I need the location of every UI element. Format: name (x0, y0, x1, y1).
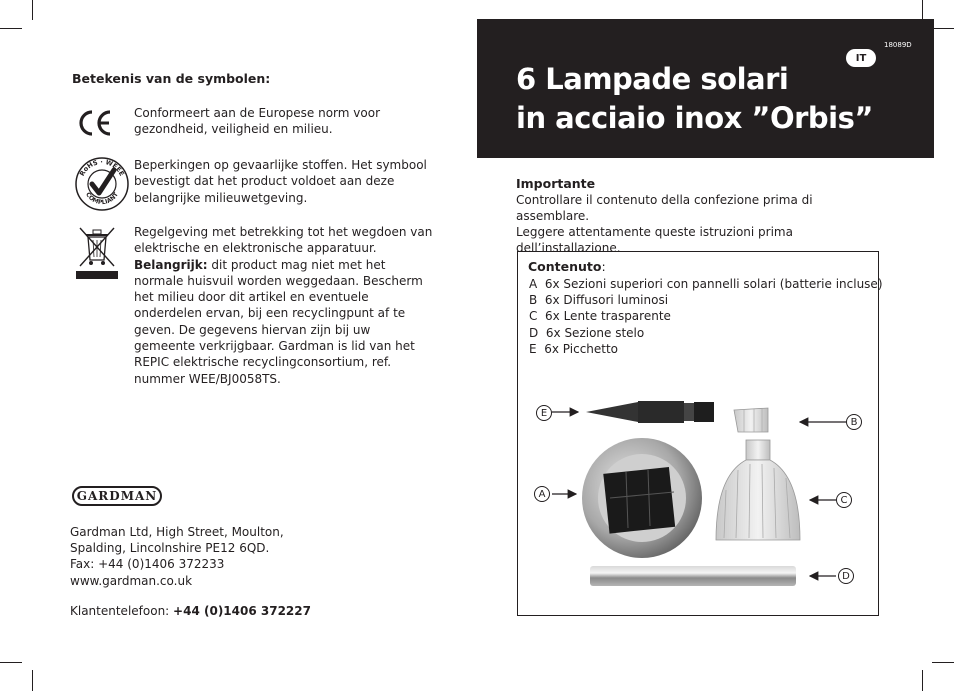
item-letter: B (529, 293, 538, 308)
title-line: in acciaio inox ”Orbis” (516, 101, 873, 135)
label-c: C (836, 492, 852, 508)
important-heading: Importante (516, 176, 596, 191)
ce-description: Conformeert aan de Europese norm voor gezondheid, veiligheid en milieu. (134, 106, 381, 137)
diffuser-part (734, 408, 768, 432)
contents-heading (528, 259, 606, 274)
crop-mark (932, 662, 954, 663)
weee-description-body: dit product mag niet met het normale huisvuil worden weggedaan. Bescherm het milieu door dit artikel en eventuele onderdelen ervan, bij een recyclingpunt af te geven. De gegevens hiervan zijn bij uw gemeente verkrijgbaar. Gardman is lid van het REPIC elektrische recyclingconsortium, ref. nummer WEE/BJ0058TS. (134, 257, 423, 386)
title-line: 6 Lampade solari (516, 62, 789, 96)
crop-mark (0, 662, 22, 663)
service-label: Klantentelefoon: (70, 604, 170, 618)
customer-service-line (70, 604, 311, 618)
item-letter: A (529, 277, 538, 291)
crop-mark (922, 0, 923, 20)
list-item (529, 276, 883, 292)
language-badge: IT (846, 49, 876, 67)
gardman-logo: GARDMAN (72, 486, 162, 506)
weee-description-intro: Regelgeving met betrekking tot het wegdoen van elektrische en elektronische apparatuur. (134, 225, 433, 256)
rohs-weee-compliant-icon (74, 156, 130, 212)
item-letter: D (529, 325, 539, 340)
rohs-description: Beperkingen op gevaarlijke stoffen. Het symbool bevestigt dat het product voldoet aan deze belangrijke milieuwetgeving. (134, 158, 427, 205)
important-line: dell’installazione. (516, 241, 621, 255)
svg-text:RoHS · WEEE (78, 158, 126, 177)
contents-heading-text: Contenuto (528, 259, 602, 274)
service-number[interactable]: +44 (0)1406 372227 (173, 604, 311, 618)
label-e: E (536, 405, 552, 421)
website-link[interactable]: www.gardman.co.uk (70, 573, 193, 588)
important-text (516, 192, 866, 256)
item-text: 6x Picchetto (544, 341, 619, 356)
crop-mark (922, 670, 923, 691)
contents-list (529, 276, 883, 357)
list-item (529, 308, 883, 324)
item-text: 6x Diffusori luminosi (544, 293, 669, 308)
list-item (529, 341, 883, 357)
weee-description (134, 224, 434, 387)
crop-mark (32, 0, 33, 20)
company-address (70, 524, 284, 589)
contents-heading-colon: : (601, 259, 606, 274)
list-item (529, 292, 883, 308)
item-text: 6x Sezioni superiori con pannelli solari (batterie incluse) (544, 277, 883, 291)
crop-mark (0, 28, 22, 29)
label-b: B (846, 414, 862, 430)
parts-illustration (518, 390, 878, 610)
item-letter: E (529, 341, 537, 356)
address-line: Gardman Ltd, High Street, Moulton, (70, 525, 284, 539)
crop-mark (32, 670, 33, 691)
list-item (529, 325, 883, 341)
label-d: D (838, 568, 854, 584)
weee-important-label: Belangrijk: (134, 257, 208, 272)
label-a: A (534, 486, 550, 502)
symbols-heading: Betekenis van de symbolen: (72, 71, 271, 86)
rohs-badge-bottom-text: COMPLIANT (84, 191, 120, 207)
lens-part (716, 440, 800, 540)
ce-mark-icon (76, 108, 114, 138)
important-line: Controllare il contenuto della confezione prima di assemblare. (516, 193, 813, 223)
item-text: 6x Lente trasparente (545, 309, 671, 324)
crossed-bin-icon (76, 226, 118, 280)
item-text: 6x Sezione stelo (545, 325, 645, 340)
rohs-badge-top-text: RoHS · WEEE (78, 157, 126, 178)
fax-line: Fax: +44 (0)1406 372233 (70, 557, 225, 572)
item-letter: C (529, 309, 538, 324)
product-title (516, 60, 873, 138)
stem-part (590, 566, 796, 586)
address-line: Spalding, Lincolnshire PE12 6QD. (70, 541, 270, 556)
important-line: Leggere attentamente queste istruzioni prima (516, 225, 793, 239)
solar-top-part (582, 438, 702, 558)
crop-mark (932, 28, 954, 29)
stake-part (586, 401, 714, 423)
product-code: 18089D (884, 41, 912, 49)
